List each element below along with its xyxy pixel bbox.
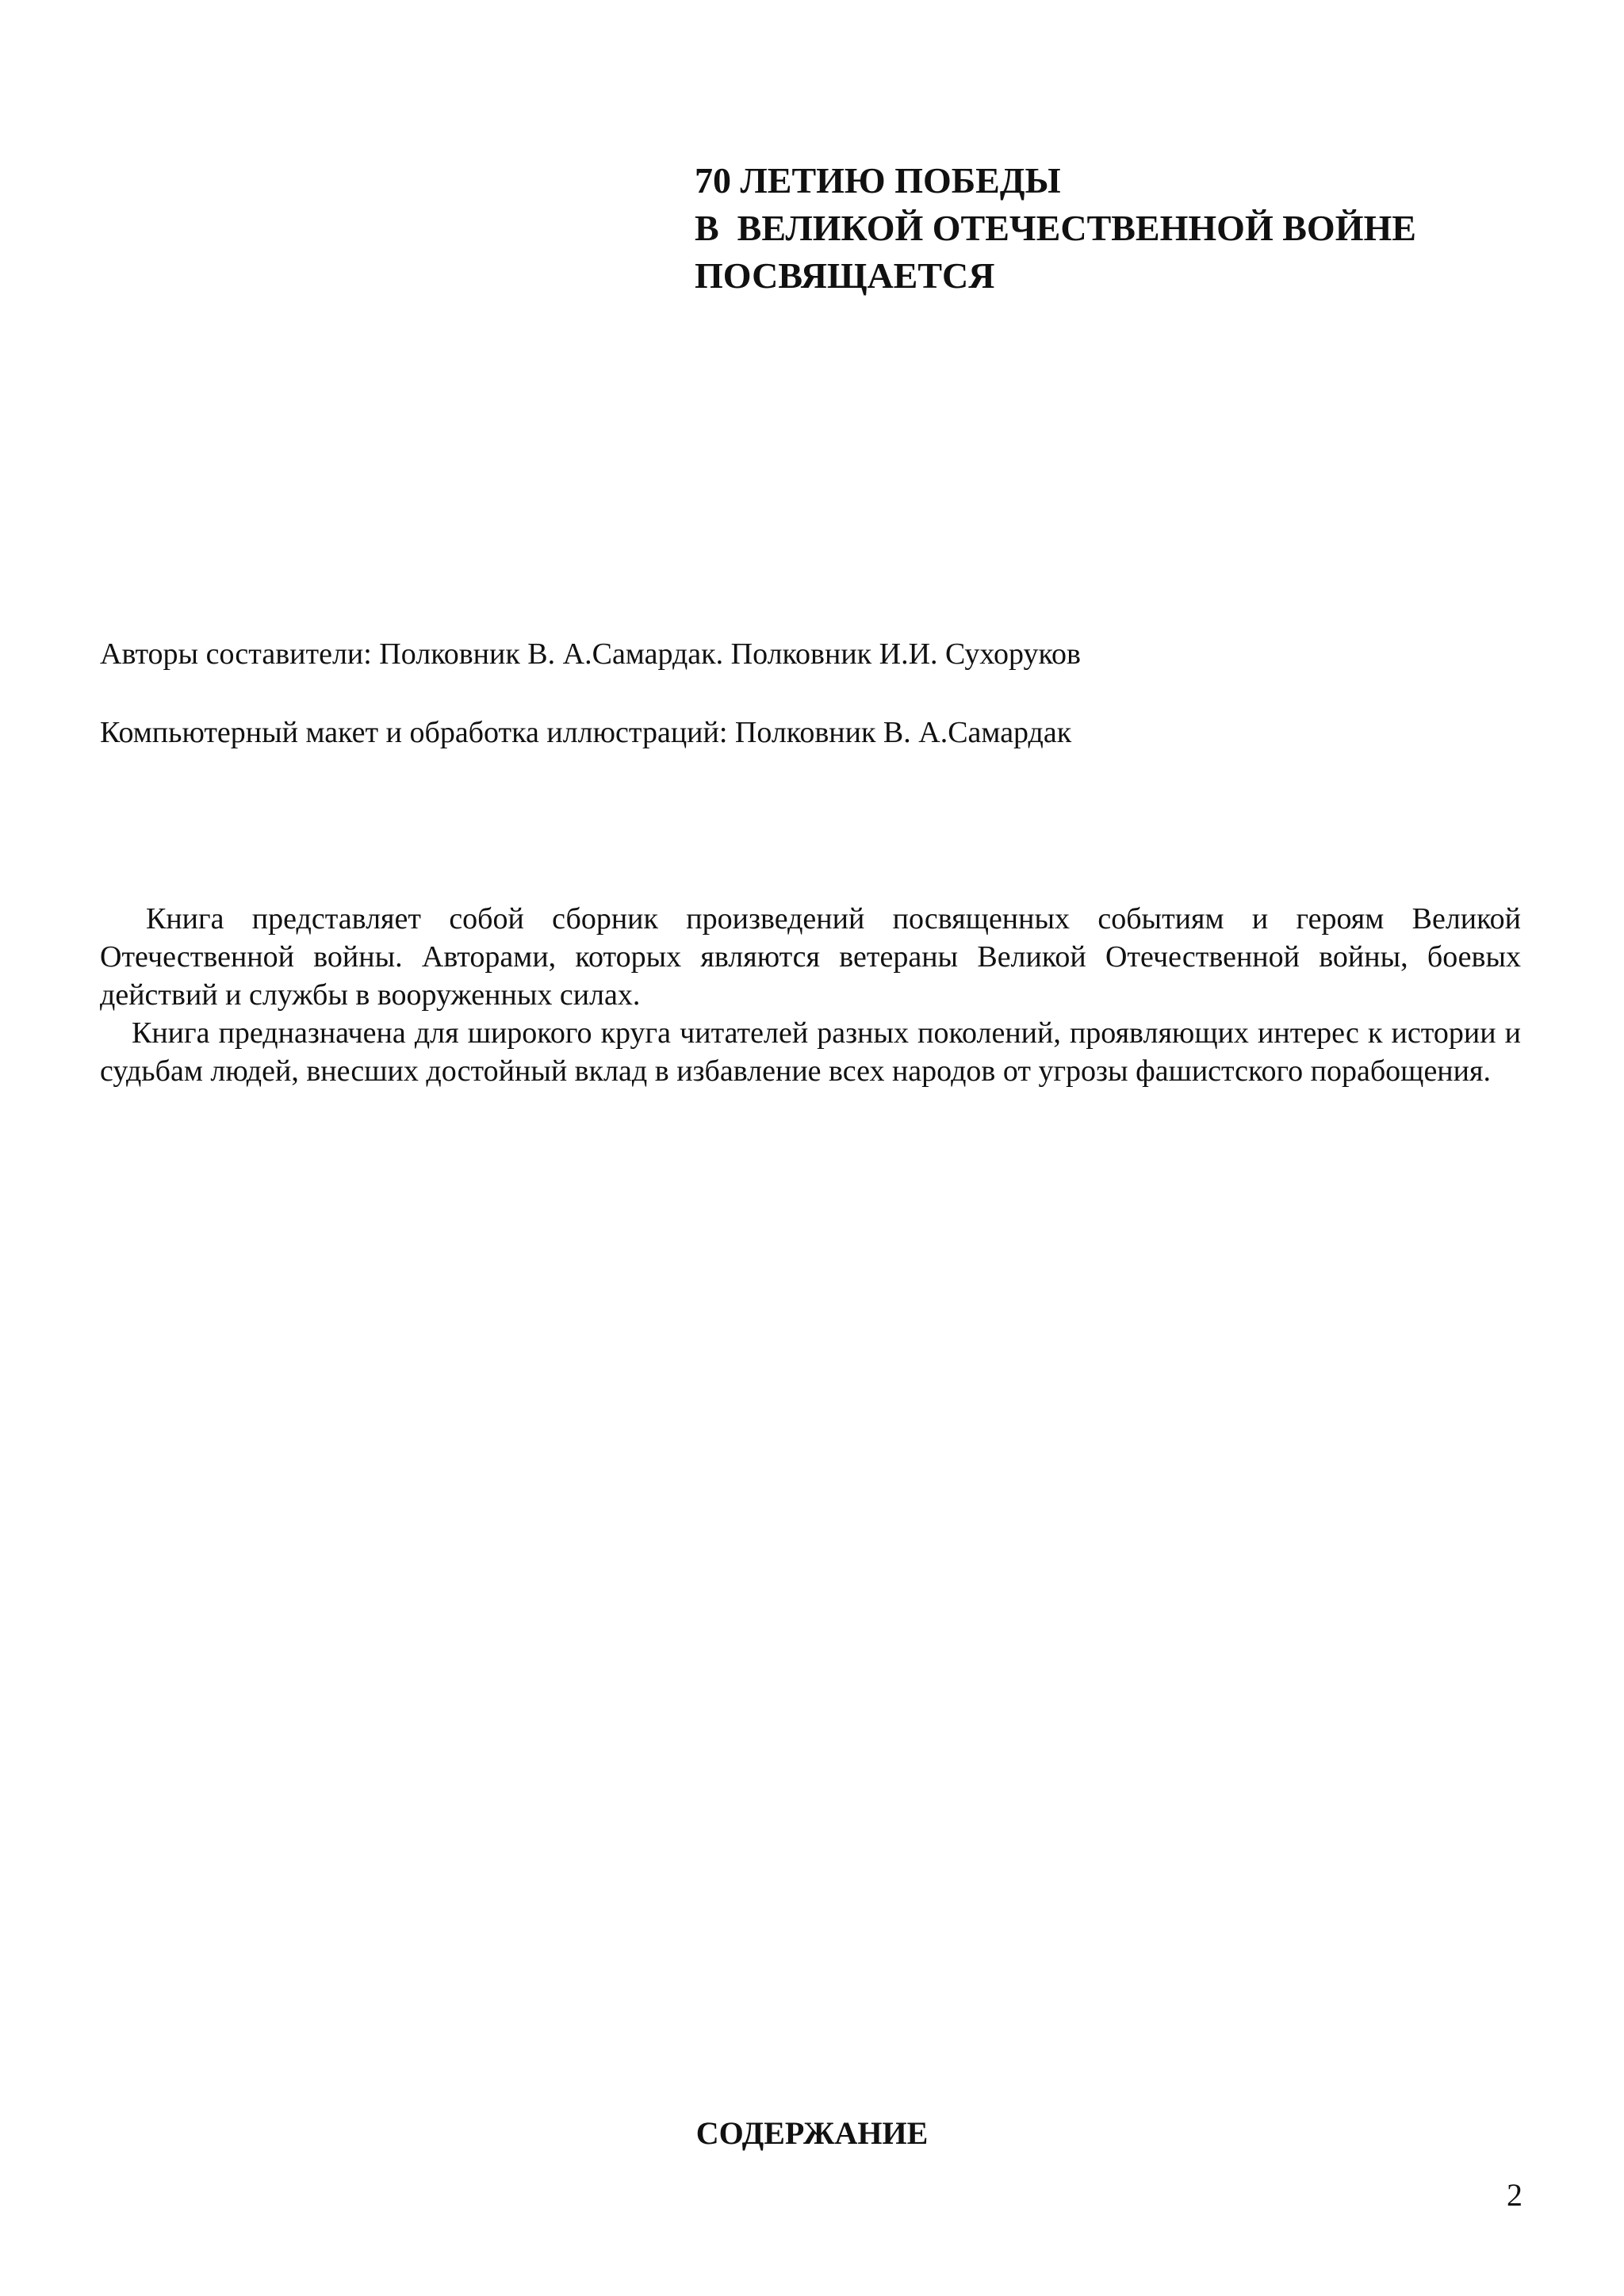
annotation-paragraph-2: Книга предназначена для широкого круга читателей разных поколений, проявляющих интерес к истории и судьбам людей, внесших достойный вклад в избавление всех народов от угрозы фашистского порабощения.: [100, 1016, 1521, 1088]
contents-heading: СОДЕРЖАНИЕ: [695, 2115, 929, 2151]
dedication-title: [695, 157, 1567, 300]
dedication-line-3: ПОСВЯЩАЕТСЯ: [695, 255, 995, 296]
book-annotation: [100, 900, 1521, 1090]
annotation-paragraph-1: Книга представляет собой сборник произведений посвященных событиям и героям Великой Отечественной войны. Авторами, которых являются ветераны Великой Отечественной войны, боевых действий и службы в вооруженных силах.: [100, 902, 1521, 1012]
dedication-line-1: 70 ЛЕТИЮ ПОБЕДЫ: [695, 160, 1061, 201]
dedication-line-2: В ВЕЛИКОЙ ОТЕЧЕСТВЕННОЙ ВОЙНЕ: [695, 208, 1416, 248]
layout-credit: Компьютерный макет и обработка иллюстраций: Полковник В. А.Самардак: [100, 716, 1072, 749]
authors-credit: Авторы составители: Полковник В. А.Самардак. Полковник И.И. Сухоруков: [100, 637, 1081, 671]
page-number: 2: [1507, 2177, 1522, 2213]
